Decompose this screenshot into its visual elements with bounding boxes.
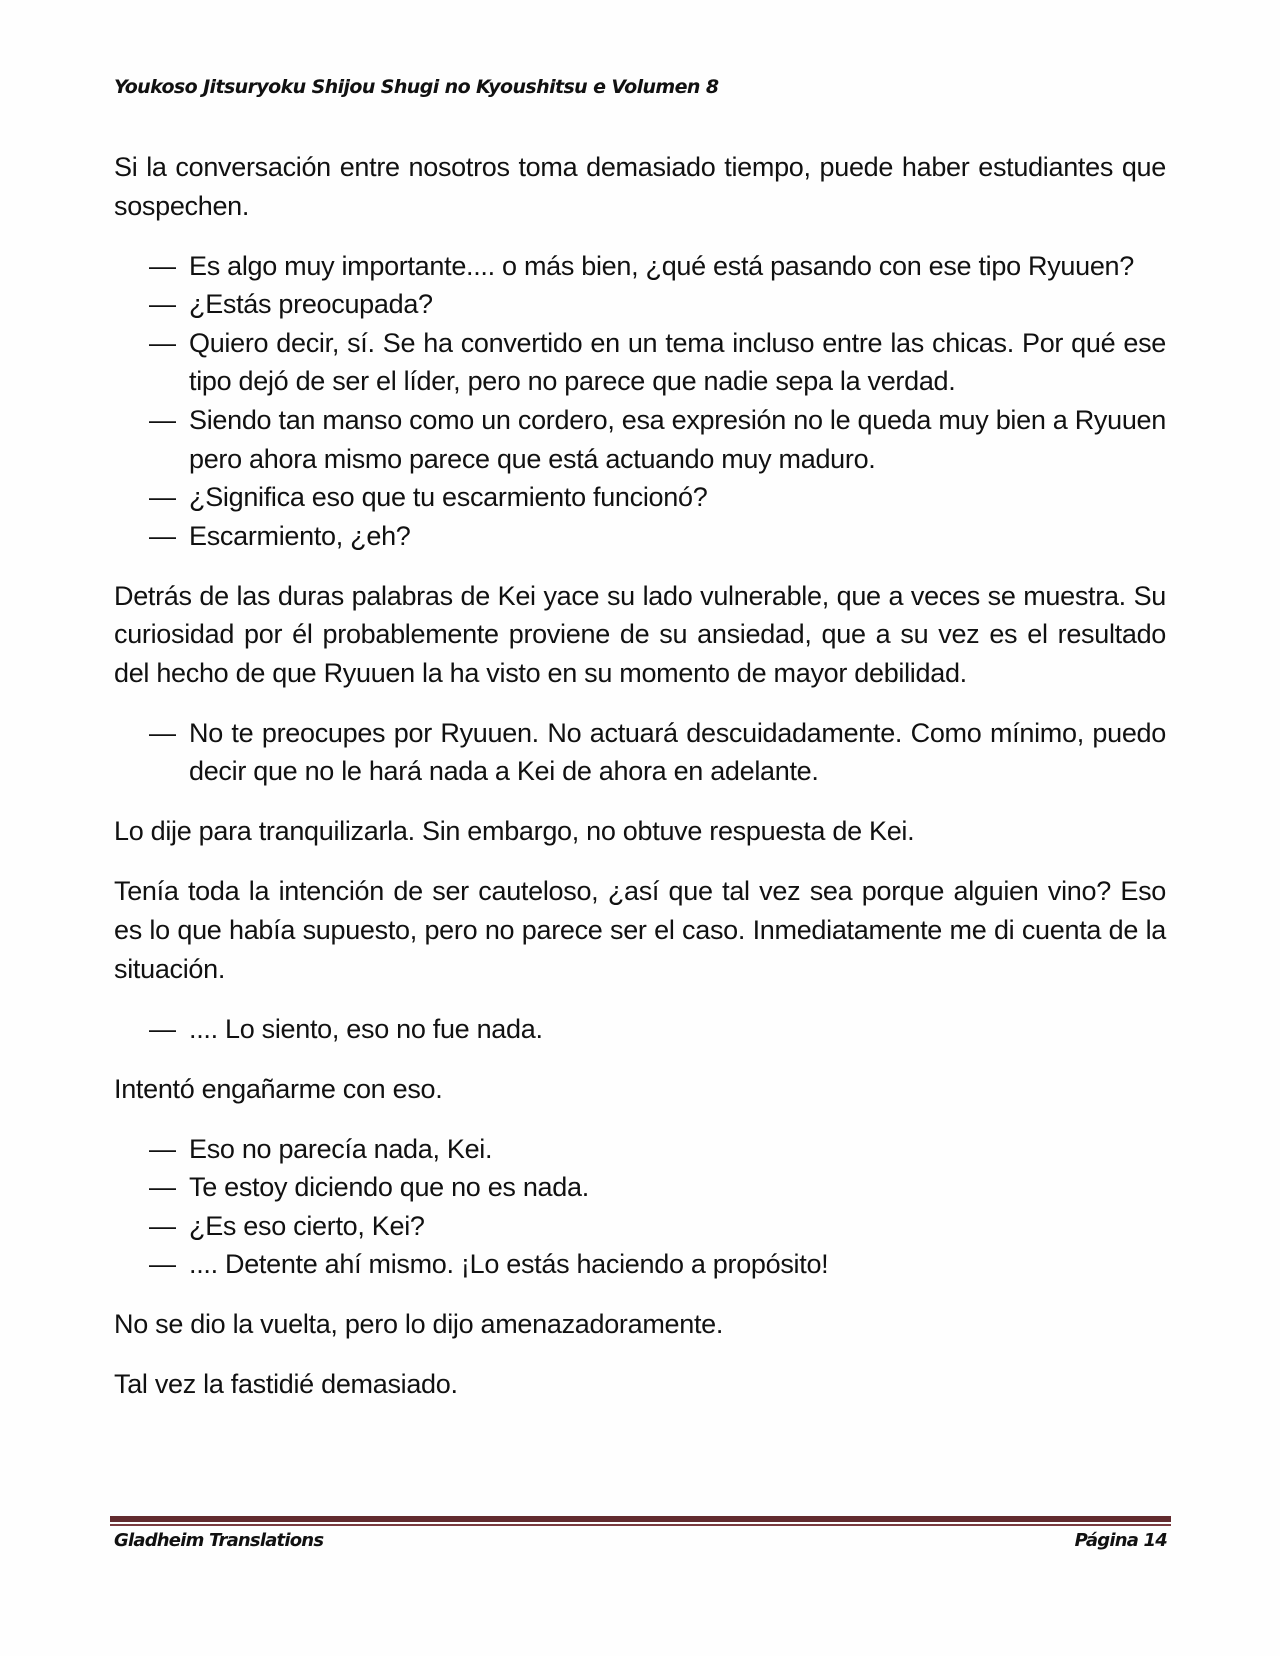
dialogue-text: .... Lo siento, eso no fue nada. — [189, 1013, 543, 1044]
dialogue-text: ¿Es eso cierto, Kei? — [189, 1210, 425, 1241]
dialogue-block — [114, 247, 1166, 556]
page-body — [114, 148, 1166, 1425]
dialogue-text: Escarmiento, ¿eh? — [189, 520, 411, 551]
dialogue-line — [149, 517, 1166, 556]
dialogue-text: Eso no parecía nada, Kei. — [189, 1133, 493, 1164]
dialogue-line — [149, 1207, 1166, 1246]
dialogue-block — [114, 1010, 1166, 1049]
em-dash-marker: — — [149, 520, 176, 551]
dialogue-block — [114, 1130, 1166, 1284]
paragraph: Tenía toda la intención de ser cauteloso, ¿así que tal vez sea porque alguien vino? Eso es lo que había supuesto, pero no parece ser el caso. Inmediatamente me di cuenta de la situación. — [114, 876, 1166, 984]
dialogue-text: Quiero decir, sí. Se ha convertido en un tema incluso entre las chicas. Por qué ese tipo dejó de ser el líder, pero no parece que nadie sepa la verdad. — [189, 327, 1166, 397]
em-dash-marker: — — [149, 1172, 176, 1203]
dialogue-line — [149, 478, 1166, 517]
dialogue-line — [149, 1168, 1166, 1207]
paragraph: Tal vez la fastidié demasiado. — [114, 1369, 458, 1400]
dialogue-line — [149, 1130, 1166, 1169]
dialogue-text: ¿Significa eso que tu escarmiento funcionó? — [189, 482, 708, 513]
footer-page-number: Página 14 — [1074, 1530, 1167, 1551]
em-dash-marker: — — [149, 1249, 176, 1280]
paragraph: No se dio la vuelta, pero lo dijo amenazadoramente. — [114, 1309, 724, 1340]
paragraph: Detrás de las duras palabras de Kei yace su lado vulnerable, que a veces se muestra. Su curiosidad por él probablemente proviene de su ansiedad, que a su vez es el resultado del hecho de que Ryuuen la ha visto en su momento de mayor debilidad. — [114, 580, 1166, 688]
dialogue-line — [149, 247, 1166, 286]
footer-rule — [110, 1516, 1171, 1522]
dialogue-line — [149, 401, 1166, 478]
em-dash-marker: — — [149, 1210, 176, 1241]
em-dash-marker: — — [149, 482, 176, 513]
dialogue-text: No te preocupes por Ryuuen. No actuará descuidadamente. Como mínimo, puedo decir que no le hará nada a Kei de ahora en adelante. — [189, 717, 1166, 787]
em-dash-marker: — — [149, 1013, 176, 1044]
dialogue-block — [114, 714, 1166, 791]
dialogue-line — [149, 714, 1166, 791]
em-dash-marker: — — [149, 250, 176, 281]
dialogue-text: Te estoy diciendo que no es nada. — [189, 1172, 589, 1203]
footer-translator-credit: Gladheim Translations — [114, 1530, 324, 1551]
em-dash-marker: — — [149, 1133, 176, 1164]
paragraph: Intentó engañarme con eso. — [114, 1073, 443, 1104]
paragraph: Si la conversación entre nosotros toma demasiado tiempo, puede haber estudiantes que sospechen. — [114, 152, 1166, 221]
dialogue-line — [149, 324, 1166, 401]
dialogue-line — [149, 285, 1166, 324]
dialogue-text: Es algo muy importante.... o más bien, ¿qué está pasando con ese tipo Ryuuen? — [189, 250, 1134, 281]
dialogue-text: .... Detente ahí mismo. ¡Lo estás haciendo a propósito! — [189, 1249, 829, 1280]
dialogue-text: Siendo tan manso como un cordero, esa expresión no le queda muy bien a Ryuuen pero ahora mismo parece que está actuando muy maduro. — [189, 404, 1166, 474]
em-dash-marker: — — [149, 327, 176, 358]
dialogue-text: ¿Estás preocupada? — [189, 289, 433, 320]
dialogue-line — [149, 1010, 1166, 1049]
em-dash-marker: — — [149, 404, 176, 435]
paragraph: Lo dije para tranquilizarla. Sin embargo, no obtuve respuesta de Kei. — [114, 816, 915, 847]
em-dash-marker: — — [149, 717, 176, 748]
em-dash-marker: — — [149, 289, 176, 320]
dialogue-line — [149, 1245, 1166, 1284]
footer-rule-thin — [110, 1524, 1171, 1526]
running-header-title: Youkoso Jitsuryoku Shijou Shugi no Kyoushitsu e Volumen 8 — [114, 76, 719, 98]
